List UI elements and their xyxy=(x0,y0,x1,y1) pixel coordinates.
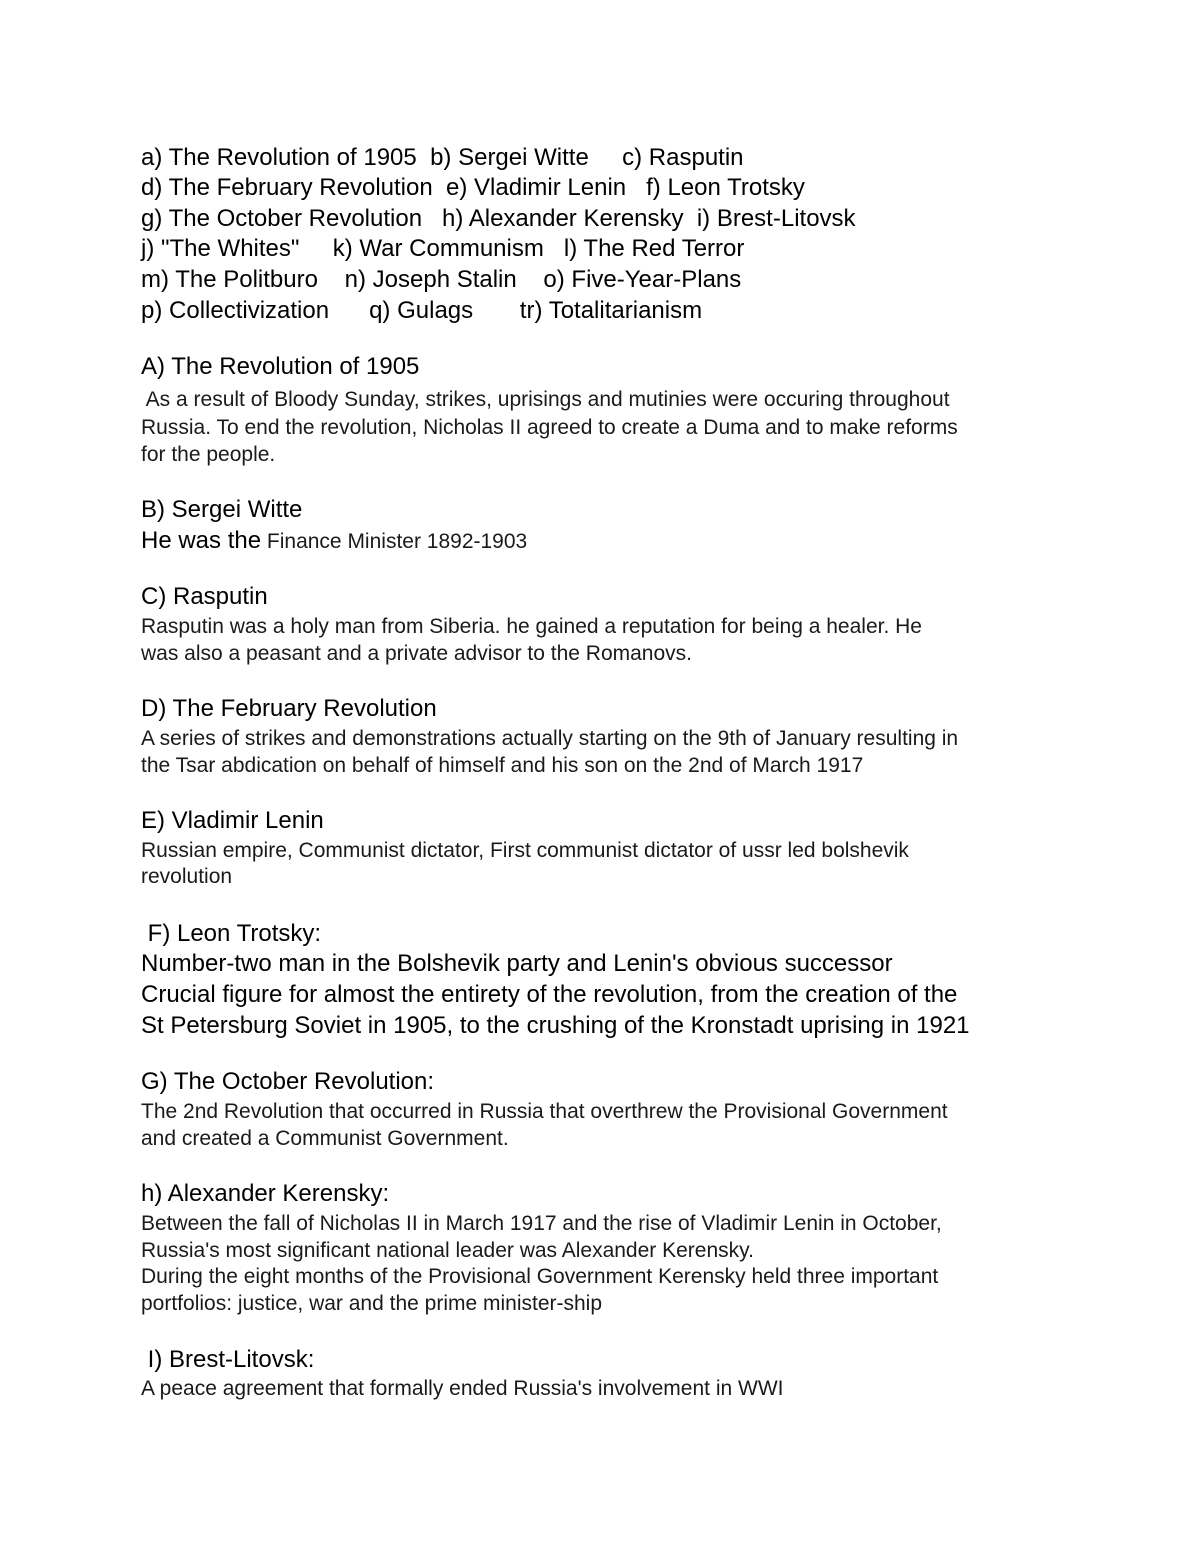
index-line: d) The February Revolution e) Vladimir Lenin f) Leon Trotsky xyxy=(141,174,805,201)
section-text: and created a Communist Government. xyxy=(141,1127,509,1150)
section-text: was also a peasant and a private advisor to the Romanovs. xyxy=(141,642,692,665)
section-text: Russian empire, Communist dictator, First communist dictator of ussr led bolshevik xyxy=(141,839,909,862)
index-line: g) The October Revolution h) Alexander Kerensky i) Brest-Litovsk xyxy=(141,205,856,232)
section-text: As a result of Bloody Sunday, strikes, uprisings and mutinies were occuring throughout xyxy=(141,388,950,411)
index-line: j) "The Whites" k) War Communism l) The Red Terror xyxy=(141,235,745,262)
section-text: The 2nd Revolution that occurred in Russia that overthrew the Provisional Government xyxy=(141,1100,948,1123)
index-line: m) The Politburo n) Joseph Stalin o) Five-Year-Plans xyxy=(141,266,742,293)
section-text: for the people. xyxy=(141,443,276,466)
section-heading-revolution-1905: A) The Revolution of 1905 xyxy=(141,353,420,380)
section-text: A series of strikes and demonstrations actually starting on the 9th of January resulting in xyxy=(141,727,959,750)
index-line: a) The Revolution of 1905 b) Sergei Witte c) Rasputin xyxy=(141,144,744,171)
section-text: revolution xyxy=(141,865,233,888)
section-text: Russia. To end the revolution, Nicholas II agreed to create a Duma and to make reforms xyxy=(141,416,958,439)
section-heading-leon-trotsky: F) Leon Trotsky: xyxy=(141,920,322,947)
section-heading-vladimir-lenin: E) Vladimir Lenin xyxy=(141,807,324,834)
section-text xyxy=(141,529,527,553)
section-heading-sergei-witte: B) Sergei Witte xyxy=(141,496,303,523)
section-heading-rasputin: C) Rasputin xyxy=(141,583,268,610)
section-text: Rasputin was a holy man from Siberia. he gained a reputation for being a healer. He xyxy=(141,615,922,638)
section-text: Number-two man in the Bolshevik party and Lenin's obvious successor xyxy=(141,950,893,977)
section-text: Crucial figure for almost the entirety of the revolution, from the creation of the xyxy=(141,981,958,1008)
section-text: A peace agreement that formally ended Russia's involvement in WWI xyxy=(141,1377,784,1400)
section-text: Between the fall of Nicholas II in March 1917 and the rise of Vladimir Lenin in October, xyxy=(141,1212,942,1235)
section-text-rest: Finance Minister 1892-1903 xyxy=(261,530,528,553)
section-text: portfolios: justice, war and the prime minister-ship xyxy=(141,1292,603,1315)
section-text: the Tsar abdication on behalf of himself and his son on the 2nd of March 1917 xyxy=(141,754,864,777)
section-text: During the eight months of the Provisional Government Kerensky held three important xyxy=(141,1265,939,1288)
section-heading-alexander-kerensky: h) Alexander Kerensky: xyxy=(141,1180,390,1207)
section-text: St Petersburg Soviet in 1905, to the crushing of the Kronstadt uprising in 1921 xyxy=(141,1012,970,1039)
section-heading-october-revolution: G) The October Revolution: xyxy=(141,1068,435,1095)
section-heading-brest-litovsk: I) Brest-Litovsk: xyxy=(141,1346,315,1373)
section-text-lead: He was the xyxy=(141,527,262,554)
index-line: p) Collectivization q) Gulags tr) Totalitarianism xyxy=(141,297,703,324)
section-heading-february-revolution: D) The February Revolution xyxy=(141,695,437,722)
section-text: Russia's most significant national leader was Alexander Kerensky. xyxy=(141,1239,754,1262)
